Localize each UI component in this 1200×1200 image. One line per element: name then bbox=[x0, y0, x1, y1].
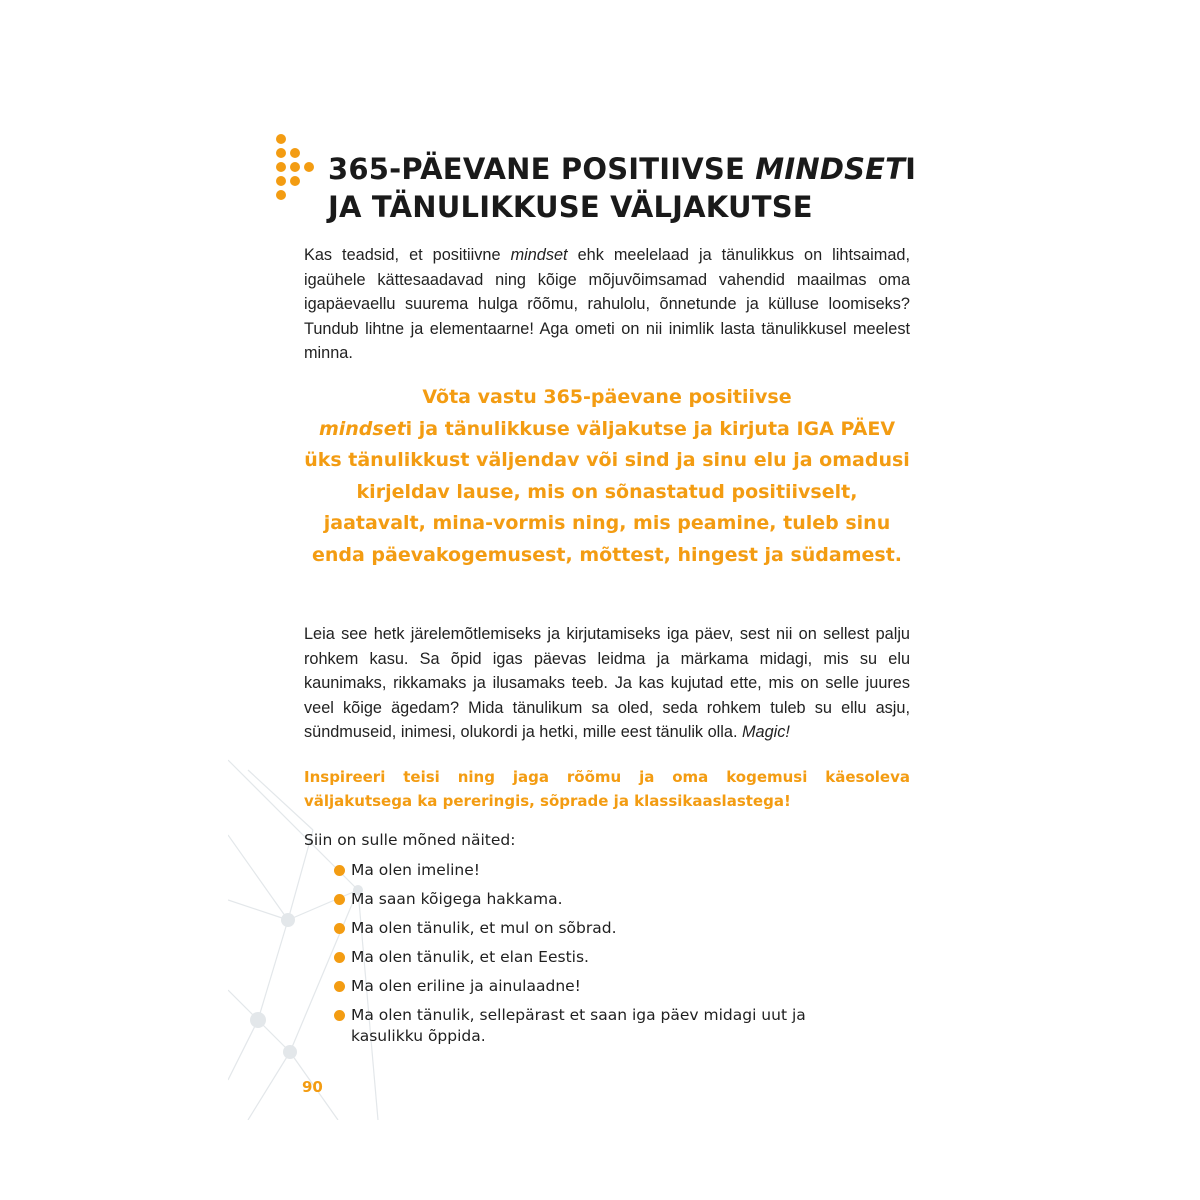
inspire-note: Inspireeri teisi ning jaga rõõmu ja oma kogemusi käesoleva väljakutsega ka pereringis, sõprade ja klassikaaslastega! bbox=[304, 768, 910, 810]
examples-intro: Siin on sulle mõned näited: bbox=[304, 831, 516, 849]
bullet-icon bbox=[334, 1010, 345, 1021]
list-item: Ma olen tänulik, et elan Eestis. bbox=[333, 947, 813, 968]
body-paragraph: Leia see hetk järelemõtlemiseks ja kirjutamiseks iga päev, sest nii on sellest palju rohkem kasu. Sa õpid igas päevas leidma ja märkama midagi, mis su elu kaunimaks, rikkamaks ja ilusamaks teeb. Ja kas kujutad ette, mis on selle juures veel kõige ägedam? Mida tänulikum sa oled, seda rohkem tuleb su ellu asju, sündmuseid, inimesi, olukordi ja hetki, mille eest tänulik olla. Magic! bbox=[304, 625, 910, 741]
list-item: Ma olen tänulik, sellepärast et saan iga päev midagi uut ja kasulikku õppida. bbox=[333, 1005, 813, 1047]
bullet-icon bbox=[334, 865, 345, 876]
dots-arrow-icon bbox=[273, 133, 323, 213]
bullet-icon bbox=[334, 952, 345, 963]
bullet-icon bbox=[334, 923, 345, 934]
bullet-icon bbox=[334, 894, 345, 905]
examples-list bbox=[333, 860, 813, 1055]
list-item: Ma olen imeline! bbox=[333, 860, 813, 881]
intro-paragraph: Kas teadsid, et positiivne mindset ehk meelelaad ja tänulikkus on lihtsaimad, igaühele kättesaadavad ning kõige mõjuvõimsamad vahendid maailmas oma igapäevaellu suurema hulga rõõmu, rahulolu, õnnetunde ja külluse loomiseks? Tundub lihtne ja elementaarne! Aga ometi on nii inimlik lasta tänulikkusel meelest minna. bbox=[304, 246, 910, 362]
list-item: Ma saan kõigega hakkama. bbox=[333, 889, 813, 910]
title-italic: MINDSET bbox=[755, 152, 906, 186]
list-item: Ma olen eriline ja ainulaadne! bbox=[333, 976, 813, 997]
list-item: Ma olen tänulik, et mul on sõbrad. bbox=[333, 918, 813, 939]
challenge-highlight: Võta vastu 365-päevane positiivse mindseti ja tänulikkuse väljakutse ja kirjuta IGA PÄEV üks tänulikkust väljendav või sind ja sinu elu ja omadusi kirjeldav lause, mis on sõnastatud positiivselt, jaatavalt, mina-vormis ning, mis peamine, tuleb sinu enda päevakogemusest, mõttest, hingest ja südamest. bbox=[304, 386, 910, 566]
bullet-icon bbox=[334, 981, 345, 992]
page-number: 90 bbox=[302, 1078, 323, 1096]
page-title: 365-PÄEVANE POSITIIVSE MINDSETI JA TÄNULIKKUSE VÄLJAKUTSE bbox=[328, 152, 917, 224]
